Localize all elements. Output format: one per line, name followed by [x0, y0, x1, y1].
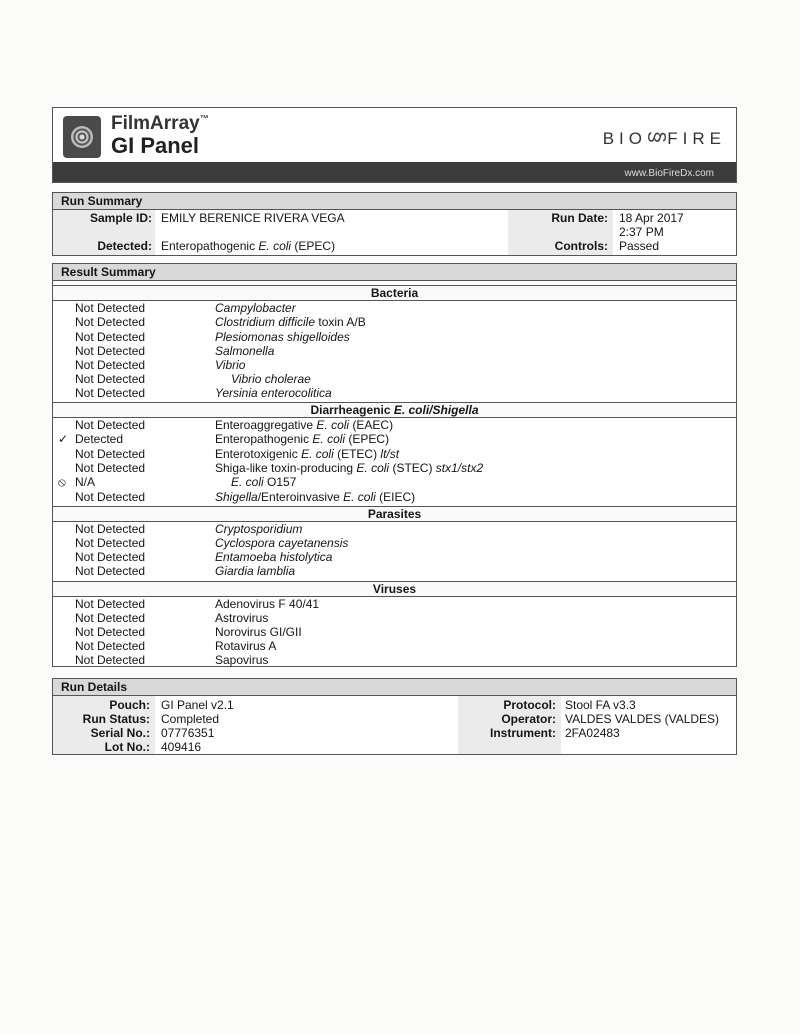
result-status: Not Detected — [75, 597, 146, 611]
result-status: Not Detected — [75, 490, 146, 504]
run-status-label: Run Status: — [82, 712, 150, 726]
organism-name: Clostridium difficile toxin A/B — [215, 315, 366, 329]
lot-value: 409416 — [161, 740, 202, 754]
run-summary-section — [52, 192, 737, 256]
helix-icon: § — [645, 130, 671, 144]
run-date-value: 18 Apr 2017 — [619, 211, 684, 225]
organism-name: Rotavirus A — [215, 639, 277, 653]
protocol-label: Protocol: — [503, 698, 556, 712]
result-status: Not Detected — [75, 447, 146, 461]
report-header — [52, 107, 737, 183]
parasites-heading: Parasites — [53, 506, 736, 522]
controls-label: Controls: — [554, 239, 608, 253]
ecoli-heading: Diarrheagenic E. coli/Shigella — [53, 402, 736, 418]
organism-name: Salmonella — [215, 344, 275, 358]
organism-name: Adenovirus F 40/41 — [215, 597, 320, 611]
organism-name: Shigella/Enteroinvasive E. coli (EIEC) — [215, 490, 416, 504]
na-icon: ⦸ — [58, 475, 66, 489]
organism-name: Cyclospora cayetanensis — [215, 536, 349, 550]
filmarray-logo-icon — [63, 116, 101, 158]
organism-name: E. coli O157 — [231, 475, 297, 489]
run-date-label: Run Date: — [551, 211, 608, 225]
result-status: N/A — [75, 475, 96, 489]
website-link[interactable]: www.BioFireDx.com — [624, 168, 714, 179]
instrument-label: Instrument: — [490, 726, 556, 740]
organism-name: Enterotoxigenic E. coli (ETEC) lt/st — [215, 447, 400, 461]
result-status: Not Detected — [75, 611, 146, 625]
result-status: Not Detected — [75, 315, 146, 329]
result-status: Not Detected — [75, 564, 146, 578]
organism-name: Astrovirus — [215, 611, 269, 625]
result-status: Not Detected — [75, 536, 146, 550]
organism-name: Sapovirus — [215, 653, 269, 667]
lot-label: Lot No.: — [104, 740, 150, 754]
detected-value: Enteropathogenic E. coli (EPEC) — [161, 239, 336, 253]
result-status: Detected — [75, 432, 124, 446]
panel-name: GI Panel — [111, 133, 200, 158]
viruses-heading: Viruses — [53, 581, 736, 597]
run-details-section — [52, 678, 737, 755]
result-status: Not Detected — [75, 344, 146, 358]
brand-name: FilmArray™ — [111, 113, 209, 134]
result-status: Not Detected — [75, 330, 146, 344]
serial-value: 07776351 — [161, 726, 215, 740]
result-summary-section — [52, 263, 737, 667]
result-status: Not Detected — [75, 358, 146, 372]
organism-name: Yersinia enterocolitica — [215, 386, 332, 400]
operator-label: Operator: — [501, 712, 556, 726]
operator-value: VALDES VALDES (VALDES) — [565, 712, 720, 726]
sample-id-value: EMILY BERENICE RIVERA VEGA — [161, 211, 345, 225]
organism-name: Giardia lamblia — [215, 564, 296, 578]
organism-name: Campylobacter — [215, 301, 296, 315]
pouch-label: Pouch: — [109, 698, 150, 712]
result-status: Not Detected — [75, 301, 146, 315]
detected-label: Detected: — [97, 239, 152, 253]
organism-name: Vibrio cholerae — [231, 372, 311, 386]
result-status: Not Detected — [75, 461, 146, 475]
result-status: Not Detected — [75, 653, 146, 667]
run-time-value: 2:37 PM — [619, 225, 664, 239]
result-status: Not Detected — [75, 550, 146, 564]
run-summary-title: Run Summary — [53, 193, 736, 210]
serial-label: Serial No.: — [90, 726, 150, 740]
run-details-title: Run Details — [53, 679, 736, 696]
bacteria-heading: Bacteria — [53, 285, 736, 301]
controls-value: Passed — [619, 239, 660, 253]
organism-name: Enteroaggregative E. coli (EAEC) — [215, 418, 394, 432]
biofire-logo: BIO§FIRE — [602, 129, 726, 148]
sample-id-label: Sample ID: — [89, 211, 152, 225]
result-status: Not Detected — [75, 418, 146, 432]
result-status: Not Detected — [75, 522, 146, 536]
result-summary-title: Result Summary — [53, 264, 736, 281]
organism-name: Entamoeba histolytica — [215, 550, 333, 564]
result-status: Not Detected — [75, 372, 146, 386]
organism-name: Norovirus GI/GII — [215, 625, 302, 639]
organism-name: Plesiomonas shigelloides — [215, 330, 350, 344]
organism-name: Cryptosporidium — [215, 522, 303, 536]
detected-check-icon: ✓ — [58, 432, 69, 446]
organism-name: Shiga-like toxin-producing E. coli (STEC) stx1/stx2 — [215, 461, 484, 475]
header-bar — [53, 162, 736, 182]
organism-name: Enteropathogenic E. coli (EPEC) — [215, 432, 390, 446]
result-status: Not Detected — [75, 386, 146, 400]
organism-name: Vibrio — [215, 358, 246, 372]
pouch-value: GI Panel v2.1 — [161, 698, 234, 712]
result-status: Not Detected — [75, 625, 146, 639]
result-status: Not Detected — [75, 639, 146, 653]
run-status-value: Completed — [161, 712, 220, 726]
instrument-value: 2FA02483 — [565, 726, 620, 740]
protocol-value: Stool FA v3.3 — [565, 698, 636, 712]
